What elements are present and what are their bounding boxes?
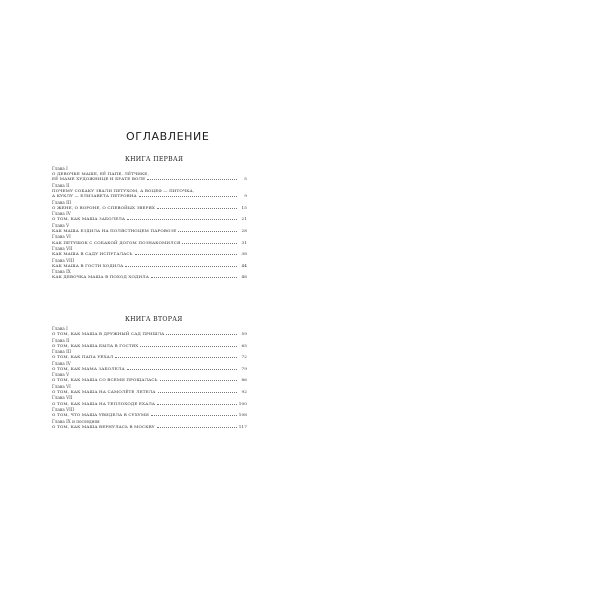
chapter-title: О ЖЕНЕ, О ВОРОНЕ, О СПЕВОЙЫХ ЗВЕРЯХ (52, 204, 155, 210)
dot-leader (135, 254, 237, 255)
dot-leader (140, 346, 237, 347)
chapter-title-row (52, 216, 247, 221)
chapter-title-row (52, 205, 247, 210)
chapter-title-row (52, 251, 247, 256)
dot-leader (139, 196, 237, 197)
chapter-number: Глава VI (52, 234, 71, 240)
chapter-title: ЕЁ МАМЕ ХУДОЖНИЦЕ И БРАТЕ ВОЛЕ (52, 176, 146, 182)
chapter-title-line: ПОЧЕМУ СОБАКУ ЗВАЛИ ПЕТУХОМ, А ВОЦЕФ — ПИТОЧКА, (52, 187, 195, 193)
chapter-title-row (52, 412, 247, 417)
chapter-title-row (52, 366, 247, 371)
chapter-title-row (52, 401, 247, 406)
toc-entry[interactable] (52, 419, 247, 429)
page-number: 21 (241, 216, 247, 222)
chapter-number: Глава III (52, 349, 72, 355)
page-number: 9 (244, 193, 247, 199)
page-number: 92 (241, 388, 247, 394)
chapter-title: О ТОМ, КАК МАША БЫЛА В ГОСТЯХ (52, 342, 139, 348)
toc-entry[interactable] (52, 183, 247, 199)
chapter-title: О ТОМ, ЧТО МАША УВИДЕЛА В СУХУМИ (52, 412, 149, 418)
toc-entry[interactable] (52, 258, 247, 268)
chapter-title-row (52, 193, 247, 198)
toc-entry[interactable] (52, 326, 247, 336)
chapter-number: Глава IX (52, 269, 71, 275)
book-two-chapter-list (52, 326, 247, 430)
chapter-number: Глава VIII (52, 407, 75, 413)
chapter-title-row (52, 389, 247, 394)
dot-leader (157, 208, 237, 209)
chapter-title: О ТОМ, КАК МАША ВЕРНУЛАСЬ В МОСКВУ (52, 423, 155, 429)
chapter-number: Глава VII (52, 395, 73, 401)
dot-leader (151, 415, 237, 416)
dot-leader (178, 231, 237, 232)
chapter-number: Глава IV (52, 360, 71, 366)
chapter-title-row (52, 331, 247, 336)
page-number: 44 (241, 262, 247, 268)
book-one-chapter-list (52, 166, 247, 281)
chapter-title: О ТОМ, КАК МАША НА САМОЛЁТЕ ЛЕТЕЛА (52, 388, 156, 394)
toc-entry[interactable] (52, 200, 247, 210)
chapter-number: Глава V (52, 222, 70, 228)
page-number: 72 (241, 354, 247, 360)
toc-entry[interactable] (52, 166, 247, 182)
chapter-title-row (52, 176, 247, 181)
page-number: 65 (241, 342, 247, 348)
chapter-number: Глава VII (52, 246, 73, 252)
page-number: 117 (238, 423, 247, 429)
chapter-title: О ТОМ, КАК ПАПА УЕХАЛ (52, 354, 114, 360)
chapter-title-row (52, 343, 247, 348)
page-number: 38 (241, 251, 247, 257)
dot-leader (157, 404, 237, 405)
toc-entry[interactable] (52, 338, 247, 348)
chapter-number: Глава VIII (52, 257, 75, 263)
book-one-heading: КНИГА ПЕРВАЯ (125, 156, 184, 163)
book-two-heading: КНИГА ВТОРАЯ (125, 316, 183, 323)
dot-leader (147, 179, 237, 180)
chapter-number: Глава IX и последняя (52, 418, 100, 424)
dot-leader (125, 266, 237, 267)
chapter-title-row (52, 424, 247, 429)
toc-entry[interactable] (52, 234, 247, 244)
dot-leader (115, 357, 237, 358)
toc-entry[interactable] (52, 372, 247, 382)
chapter-number: Глава VI (52, 383, 71, 389)
page-number: 5 (244, 176, 247, 182)
dot-leader (158, 392, 237, 393)
page-number: 100 (238, 400, 247, 406)
dot-leader (182, 243, 237, 244)
chapter-title-row (52, 263, 247, 268)
page-number: 59 (241, 331, 247, 337)
toc-entry[interactable] (52, 223, 247, 233)
chapter-title: О ТОМ, КАК МАША НА ТЕПЛОХОДЕ ЕХАЛА (52, 400, 156, 406)
page-number: 48 (241, 274, 247, 280)
toc-entry[interactable] (52, 211, 247, 221)
page-number: 86 (241, 377, 247, 383)
dot-leader (127, 369, 237, 370)
page-number: 28 (241, 228, 247, 233)
chapter-title: КАК ДЕВОЧКА МАША В ПОХОД ХОДИЛА (52, 274, 149, 280)
chapter-number: Глава IV (52, 211, 71, 217)
chapter-number: Глава II (52, 182, 70, 188)
page-number: 79 (241, 365, 247, 371)
chapter-title: А КУКЛУ — ЕЛИЗАВЕТА ПЕТРОВНА (52, 193, 137, 199)
dot-leader (157, 427, 237, 428)
dot-leader (166, 334, 237, 335)
chapter-title-row (52, 228, 247, 233)
toc-entry[interactable] (52, 361, 247, 371)
chapter-title: О ТОМ, КАК МАША В ДРУЖНЫЙ САД ПРИШЛА (52, 331, 165, 337)
toc-title: ОГЛАВЛЕНИЕ (126, 130, 210, 143)
chapter-number: Глава II (52, 337, 70, 343)
chapter-number: Глава I (52, 326, 68, 331)
dot-leader (160, 380, 237, 381)
chapter-title-line: О ДЕВОЧКЕ МАШЕ, ЕЁ ПАПЕ, ЛЁТЧИКЕ, (52, 171, 149, 177)
page-number: 108 (238, 412, 247, 418)
chapter-title: КАК МАША ЕЗДИЛА НА ПОЛЯСТНОЦЕМ ПАРОВОЗЕ (52, 228, 177, 233)
toc-entry[interactable] (52, 384, 247, 394)
dot-leader (151, 277, 237, 278)
chapter-title: КАК ПЕТУШОК С СОБАКОЙ ДОГОМ ПОЗНАКОМИЛСЯ (52, 239, 181, 245)
chapter-title-row (52, 240, 247, 245)
chapter-title-row (52, 354, 247, 359)
toc-entry[interactable] (52, 407, 247, 417)
chapter-title: КАК МАША В САДУ ИСПУГАЛАСЬ (52, 251, 133, 257)
page-number: 15 (241, 204, 247, 210)
toc-entry[interactable] (52, 269, 247, 279)
chapter-title: О ТОМ, КАК МАМА ЗАБОЛЕЛА (52, 365, 125, 371)
page-number: 31 (241, 239, 247, 245)
chapter-title: О ТОМ, КАК МАША СО ВСЕМИ ПРОЩАЛАСЬ (52, 377, 158, 383)
toc-entry[interactable] (52, 349, 247, 359)
dot-leader (127, 219, 237, 220)
chapter-title: КАК МАША В ГОСТИ ХОДИЛА (52, 262, 124, 268)
chapter-title: О ТОМ, КАК МАША ЗАБОЛЕЛА (52, 216, 126, 222)
chapter-title-row (52, 274, 247, 279)
chapter-number: Глава III (52, 199, 72, 205)
chapter-number: Глава I (52, 166, 68, 171)
toc-entry[interactable] (52, 246, 247, 256)
toc-entry[interactable] (52, 395, 247, 405)
chapter-number: Глава V (52, 372, 70, 378)
chapter-title-row (52, 377, 247, 382)
